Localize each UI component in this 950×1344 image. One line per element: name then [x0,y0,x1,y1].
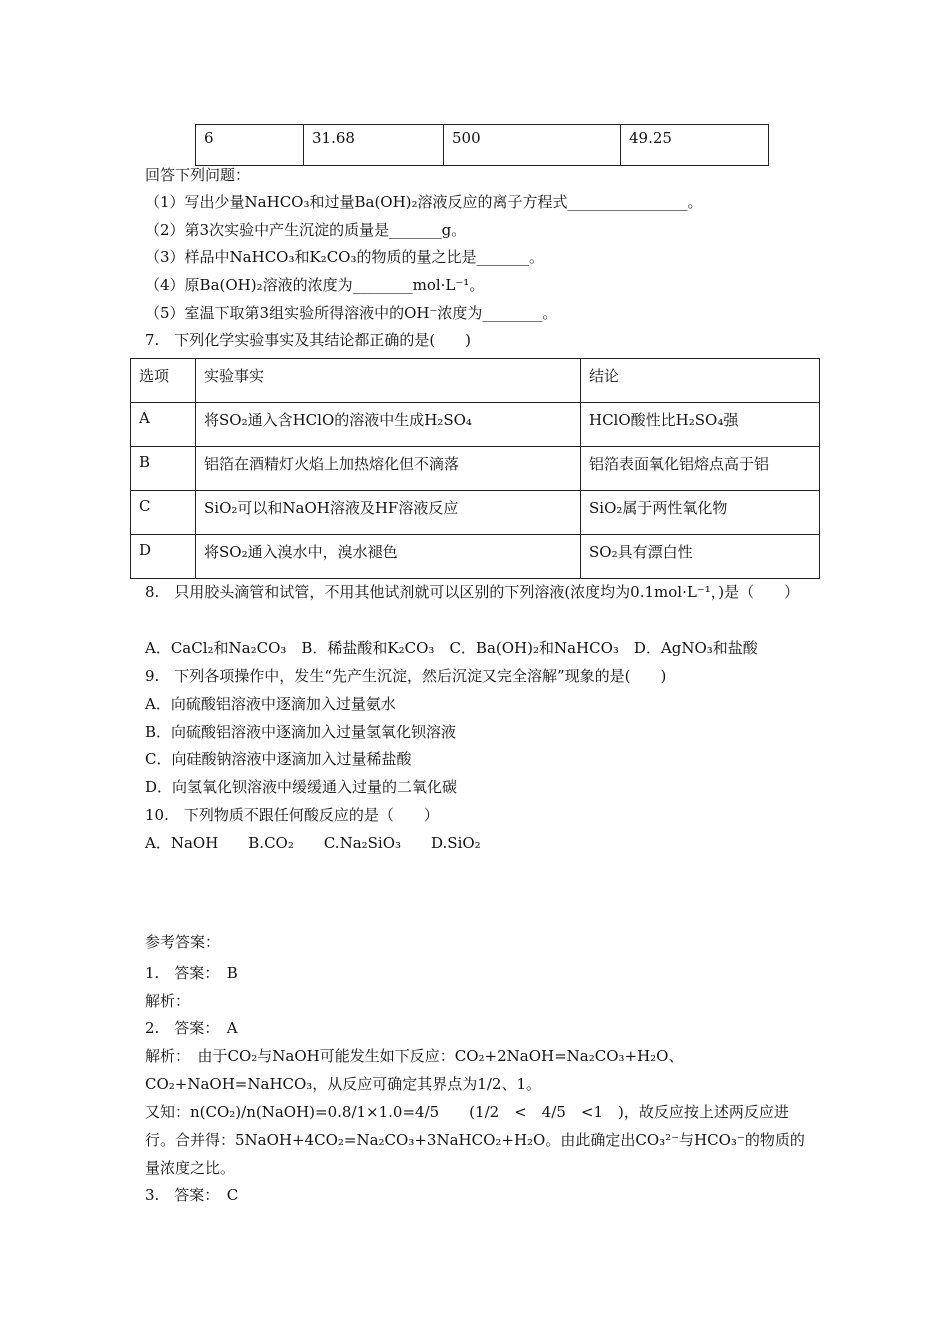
conclusion-cell: 铝箔表面氧化铝熔点高于铝 [581,447,820,491]
option-cell: D [131,535,196,579]
q8-stem: 8. 只用胶头滴管和试管，不用其他试剂就可以区别的下列溶液(浓度均为0.1mol·L⁻¹，)是（ ） [145,583,800,601]
table-row [131,403,820,447]
table-row [131,447,820,491]
q6-item-5: （5）室温下取第3组实验所得溶液中的OH⁻浓度为________。 [145,304,558,322]
q6-item-4: （4）原Ba(OH)₂溶液的浓度为________mol·L⁻¹。 [145,276,485,294]
q6-item-3: （3）样品中NaHCO₃和K₂CO₃的物质的量之比是_______。 [145,248,544,266]
conclusion-cell: HClO酸性比H₂SO₄强 [581,403,820,447]
q10-stem: 10. 下列物质不跟任何酸反应的是（ ） [145,806,439,824]
table-cell: 49.25 [621,125,769,166]
table-cell: 31.68 [304,125,444,166]
experiment-data-table [195,124,769,166]
q6-item-2: （2）第3次实验中产生沉淀的质量是_______g。 [145,221,467,239]
fact-cell: 将SO₂通入含HClO的溶液中生成H₂SO₄ [196,403,581,447]
answer-3: 3. 答案： C [145,1186,239,1204]
q6-item-1: （1）写出少量NaHCO₃和过量Ba(OH)₂溶液反应的离子方程式________________。 [145,193,703,211]
q7-table [130,358,820,579]
header-fact: 实验事实 [196,359,581,403]
q6-intro: 回答下列问题： [145,166,251,184]
answers-title: 参考答案： [145,933,221,951]
option-cell: B [131,447,196,491]
table-cell: 500 [444,125,621,166]
table-cell: 6 [196,125,304,166]
answer-2-analysis: 解析： 由于CO₂与NaOH可能发生如下反应：CO₂+2NaOH=Na₂CO₃+H₂O、CO₂+NaOH=NaHCO₃，从反应可确定其界点为1/2、1。 [145,1047,684,1093]
q9-option-b: B．向硫酸铝溶液中逐滴加入过量氢氧化钡溶液 [145,723,457,741]
q7-stem: 7. 下列化学实验事实及其结论都正确的是( ) [145,331,472,349]
q9-option-c: C．向硅酸钠溶液中逐滴加入过量稀盐酸 [145,750,412,768]
option-cell: C [131,491,196,535]
table-row [131,535,820,579]
fact-cell: SiO₂可以和NaOH溶液及HF溶液反应 [196,491,581,535]
answer-1: 1. 答案： B [145,964,238,982]
answer-1-analysis: 解析： [145,992,191,1010]
table-row [196,125,769,166]
conclusion-cell: SiO₂属于两性氧化物 [581,491,820,535]
header-option: 选项 [131,359,196,403]
q8-options: A．CaCl₂和Na₂CO₃ B．稀盐酸和K₂CO₃ C．Ba(OH)₂和NaHCO₃ D．AgNO₃和盐酸 [145,639,758,657]
conclusion-cell: SO₂具有漂白性 [581,535,820,579]
q9-option-d: D．向氢氧化钡溶液中缓缓通入过量的二氧化碳 [145,778,458,796]
fact-cell: 铝箔在酒精灯火焰上加热熔化但不滴落 [196,447,581,491]
table-row [131,491,820,535]
header-conclusion: 结论 [581,359,820,403]
option-cell: A [131,403,196,447]
q9-option-a: A．向硫酸铝溶液中逐滴加入过量氨水 [145,695,396,713]
answer-2: 2. 答案： A [145,1019,238,1037]
fact-cell: 将SO₂通入溴水中，溴水褪色 [196,535,581,579]
q10-options: A．NaOH B.CO₂ C.Na₂SiO₃ D.SiO₂ [145,834,481,852]
table-header-row [131,359,820,403]
q9-stem: 9. 下列各项操作中，发生“先产生沉淀，然后沉淀又完全溶解”现象的是( ) [145,667,667,685]
answer-2-more: 又知：n(CO₂)/n(NaOH)=0.8/1×1.0=4/5 (1/2 < 4/5 <1 )，故反应按上述两反应进行。合并得：5NaOH+4CO₂=Na₂CO₃+3NaHCO₂+H₂O。由此确定出CO₃²⁻与HCO₃⁻的物质的量浓度之比。 [145,1103,805,1177]
